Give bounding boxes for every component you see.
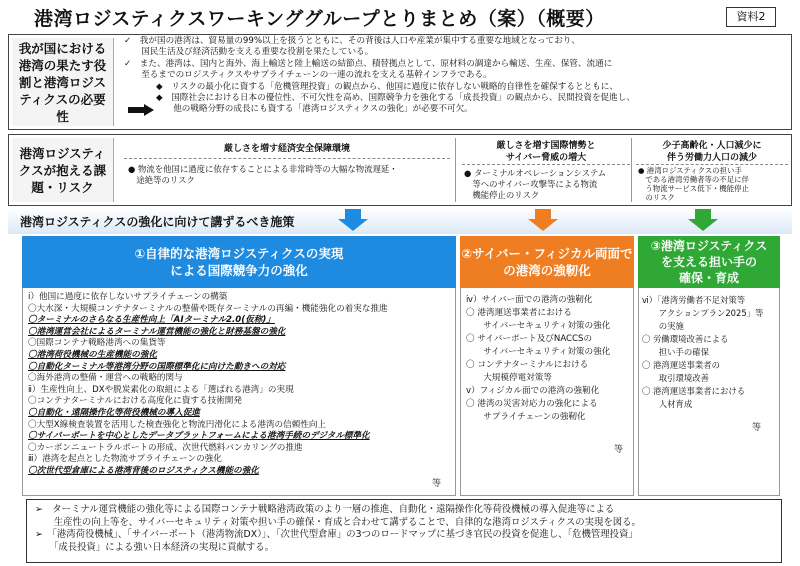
summary-box (26, 499, 782, 563)
risk-col-1-head: 厳しさを増す経済安全保障環境 (124, 139, 450, 159)
measure-line: 〇国際コンテナ戦略港湾への集貨等 (28, 338, 166, 349)
risk-col-2-line: 等へのサイバー攻撃等による物流 (464, 179, 598, 189)
measure-col-1-body (28, 292, 454, 478)
role-label (12, 38, 114, 126)
measure-line: 〇 港湾運送事業者における (466, 308, 572, 318)
down-arrow-icon (688, 209, 718, 231)
risk-col-1-line: ● 物流を他国に過度に依存することによる非常時等の大幅な物流遅延・ (128, 164, 398, 174)
risk-col-2-line: ● ターミナルオペレーションシステム (464, 168, 607, 178)
measure-line: 〇 コンテナターミナルにおける (466, 360, 589, 370)
risk-col-3-line: のリスク (638, 193, 675, 202)
role-line: 国民生活及び経済活動を支える重要な役割を果たしている。 (124, 47, 374, 58)
document-number-badge: 資料2 (726, 7, 776, 27)
summary-line: 生産性の向上等を、サイバーセキュリティ対策や担い手の確保・育成と合わせて講ずることで、自律的な港湾ロジスティクスの実現を図る。 (35, 516, 641, 528)
risk-col-3-head: 少子高齢化・人口減少に 伴う労働力人口の減少 (636, 139, 788, 165)
risk-label-text: 港湾ロジスティクスが抱える課題・リスク (18, 145, 107, 195)
role-text (124, 36, 792, 116)
risk-col-1-line: 途絶等のリスク (128, 175, 195, 185)
measure-line: 〇港湾荷役機械の生産機能の強化 (28, 349, 157, 360)
risk-col-2-body (464, 168, 630, 201)
measure-col-2-etc: 等 (614, 445, 624, 455)
risk-col-3-line: である港湾労働者等の不足に伴 (638, 175, 749, 184)
measure-line: 大規模停電対策等 (466, 373, 552, 383)
measure-line: 〇 港湾の災害対応力の強化による (466, 399, 598, 409)
measure-line: 〇 港湾運送事業者における (642, 386, 746, 396)
measure-line: 〇ターミナルのさらなる生産性向上「AIターミナル2.0(仮称)」 (28, 315, 275, 326)
measure-col-3-etc: 等 (752, 423, 762, 433)
measure-line: 〇自動化ターミナル等港湾分野の国際標準化に向けた動きへの対応 (28, 361, 286, 372)
measure-line: サイバーセキュリティ対策の強化 (466, 321, 611, 331)
risk-col-2-line: 機能停止のリスク (464, 190, 540, 200)
measure-line: ⅲ）港湾を起点とした物流サプライチェーンの強化 (28, 454, 222, 465)
measure-line: 取引環境改善 (642, 373, 709, 383)
measure-col-1-head: ①自律的な港湾ロジスティクスの実現 による国際競争力の強化 (22, 236, 456, 288)
risk-col-2-head: 厳しさを増す国際情勢と サイバー脅威の増大 (462, 139, 630, 165)
measure-line: ⅱ）生産性向上、DXや脱炭素化の取組による「選ばれる港湾」の実現 (28, 384, 294, 395)
measure-line: ⅴ）フィジカル面での港湾の強靭化 (466, 386, 600, 396)
measures-title: 港湾ロジスティクスの強化に向けて講ずるべき施策 (20, 215, 295, 229)
measure-col-2-head: ②サイバー・フィジカル両面で の港湾の強靭化 (460, 236, 634, 288)
role-line: 至るまでのロジスティクスやサプライチェーンの一連の流れを支える基幹インフラである。 (124, 70, 492, 81)
down-arrow-icon (338, 209, 368, 231)
measure-line: 〇海外港湾の整備・運営への戦略的関与 (28, 373, 183, 384)
summary-line: ➢ ターミナル運営機能の強化等による国際コンテナ戦略港湾政策のより一層の推進、自動化・遠隔操作化等荷役機械の導入促進等による (35, 504, 615, 515)
measure-line: ⅳ）サイバー面での港湾の強靭化 (466, 295, 593, 305)
measure-line: サイバーセキュリティ対策の強化 (466, 347, 611, 357)
measure-line: 〇次世代型倉庫による港湾背後のロジスティクス機能の強化 (28, 465, 259, 476)
risk-col-3-line: う物流サービス低下・機能停止 (638, 184, 749, 193)
measure-col-2-body (466, 294, 632, 424)
risk-col-1-body (128, 164, 452, 186)
measure-line: 担い手の確保 (642, 347, 709, 357)
down-arrow-icon (528, 209, 558, 231)
role-line: 他の戦略分野の成長にも資する「港湾ロジスティクスの強化」が必要不可欠。 (156, 104, 473, 115)
measure-line: サプライチェーンの強靭化 (466, 412, 586, 422)
summary-line: 「成長投資」による強い日本経済の実現に貢献する。 (35, 541, 275, 553)
measure-line: 〇サイバーポートを中心としたデータプラットフォームによる港湾手続のデジタル標準化 (28, 431, 370, 442)
risk-col-3-line: ● 港湾ロジスティクスの担い手 (638, 166, 742, 175)
measure-line: ⅰ）他国に過度に依存しないサプライチェーンの構築 (28, 292, 228, 302)
right-arrow-icon (128, 104, 154, 116)
risk-label (12, 138, 114, 202)
measure-line: 〇コンテナターミナルにおける高度化に資する技術開発 (28, 396, 242, 407)
measure-line: 〇 サイバーポート及びNACCSの (466, 334, 593, 344)
measure-line: の実施 (642, 321, 684, 331)
measure-line: 〇港湾運営会社によるターミナル運営機能の強化と財務基盤の強化 (28, 326, 286, 337)
measure-line: 人材育成 (642, 399, 693, 409)
measure-line: 〇大型X線検査装置を活用した検査強化と物流円滑化による港湾の信頼性向上 (28, 419, 327, 430)
measure-line: 〇 港湾運送事業者の (642, 360, 721, 370)
measure-line: 〇大水深・大規模コンテナターミナルの整備や既存ターミナルの再編・機能強化の着実な推進 (28, 303, 388, 314)
measure-line: ⅵ）「港湾労働者不足対策等 (642, 295, 746, 305)
measure-col-1-etc: 等 (432, 479, 442, 489)
role-line: ✓ また、港湾は、国内と海外、海上輸送と陸上輸送の結節点、積替拠点として、原材料の調達から輸送、生産、保管、流通に (124, 58, 613, 69)
role-line: ◆ 国際社会における日本の優位性、不可欠性を高め、国際競争力を強化する「成長投資」の観点から、民間投資を促進し、 (156, 93, 635, 104)
measure-line: 〇 労働環境改善による (642, 334, 729, 344)
measure-col-3-head: ③港湾ロジスティクス を支える担い手の 確保・育成 (638, 236, 780, 288)
measure-line: 〇カーボンニュートラルポートの形成、次世代燃料バンカリングの推進 (28, 442, 303, 453)
summary-line: ➢ 「港湾荷役機械」、「サイバーポート（港湾物流DX）」、「次世代型倉庫」の3つのロードマップに基づき官民の投資を促進し、「危機管理投資」 (35, 529, 638, 541)
measure-col-3-body (642, 294, 778, 411)
measure-line: アクションプラン2025」等 (642, 308, 764, 318)
measure-line: 〇自動化・遠隔操作化等荷役機械の導入促進 (28, 407, 200, 418)
role-label-text: 我が国における港湾の果たす役割と港湾ロジスティクスの必要性 (18, 40, 107, 124)
risk-col-3-body (638, 166, 790, 202)
role-line: ✓ 我が国の港湾は、貿易量の99%以上を扱うとともに、その背後は人口や産業が集中する重要な地域となっており、 (124, 36, 580, 46)
role-line: ◆ リスクの最小化に資する「危機管理投資」の観点から、他国に過度に依存しない戦略的自律性を確保するとともに、 (156, 81, 618, 92)
page-title: 港湾ロジスティクスワーキンググループとりまとめ（案）（概要） (34, 8, 605, 30)
